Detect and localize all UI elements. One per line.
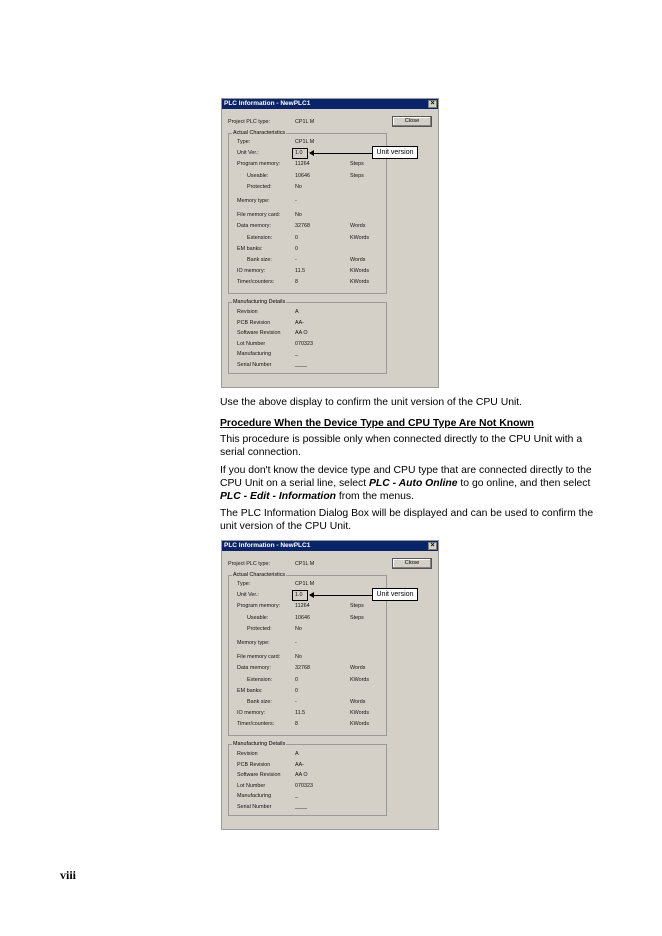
manufacturing-row-label: Manufacturing (237, 793, 272, 800)
manufacturing-row-value: AA- (295, 761, 304, 768)
unit-version-callout: Unit version (372, 146, 418, 159)
actual-row-label: Data memory: (237, 223, 271, 230)
manufacturing-row-value: ____ (295, 362, 307, 368)
actual-row-unit: Words (350, 699, 366, 705)
close-icon[interactable]: × (428, 542, 437, 550)
actual-row-label: EM banks: (237, 245, 263, 252)
actual-row-unit: KWords (350, 268, 370, 275)
plc-information-dialog (221, 540, 439, 830)
actual-row-label: Memory type: (237, 640, 270, 646)
actual-row-label: Useable: (247, 614, 269, 621)
actual-row-value: - (295, 198, 297, 204)
manufacturing-row-value: ____ (295, 804, 307, 810)
manufacturing-row-label: Lot Number (237, 340, 266, 347)
actual-row-value: - (295, 257, 297, 263)
project-plc-type-value: CP1L M (295, 119, 315, 125)
dialog-title: PLC Information - NewPLC1 (224, 100, 311, 107)
actual-characteristics-title: Actual Characteristics (233, 572, 286, 578)
actual-row-value: 32768 (295, 223, 310, 230)
manufacturing-details-group (228, 299, 387, 374)
project-plc-type-label: Project PLC type: (228, 119, 270, 125)
close-icon[interactable]: × (428, 100, 437, 108)
manufacturing-details-group (228, 741, 387, 816)
manufacturing-row-value: AA- (295, 319, 304, 326)
actual-row-label: Type: (237, 581, 251, 587)
manufacturing-row-label: Manufacturing (237, 351, 272, 358)
manufacturing-row-value: _ (295, 793, 298, 800)
actual-row-label: Protected: (247, 625, 272, 632)
actual-row-unit: KWords (350, 234, 370, 241)
actual-row-value: 10646 (295, 172, 310, 179)
actual-characteristics-title: Actual Characteristics (233, 130, 286, 136)
actual-row-value: - (295, 640, 297, 646)
manufacturing-details-title: Manufacturing Details (233, 741, 286, 747)
manufacturing-row-label: Software Revision (237, 772, 281, 779)
p3-part-e: from the menus. (336, 491, 414, 502)
manufacturing-row-label: Revision (237, 309, 258, 315)
actual-row-value: 0 (295, 676, 298, 683)
dialog-titlebar (222, 99, 438, 109)
actual-row-value: 0 (295, 245, 298, 252)
actual-row-value: 10646 (295, 614, 310, 621)
actual-row-value: 8 (295, 721, 298, 728)
menu-edit-information: PLC - Edit - Information (220, 491, 337, 502)
actual-row-label: Timer/counters: (237, 721, 275, 728)
actual-row-label: Unit Ver.: (237, 150, 259, 157)
actual-row-unit: KWords (350, 721, 370, 728)
actual-row-value: 8 (295, 279, 298, 286)
manufacturing-row-value: A (295, 751, 299, 757)
actual-row-label: Protected: (247, 183, 272, 190)
manufacturing-row-label: Software Revision (237, 330, 281, 337)
actual-row-value: 32768 (295, 665, 310, 672)
actual-row-unit: Steps (350, 603, 364, 610)
actual-row-unit: KWords (350, 279, 370, 286)
menu-auto-online: PLC - Auto Online (369, 478, 458, 489)
actual-row-unit: Words (350, 257, 366, 263)
paragraph-confirm: Use the above display to confirm the unit version of the CPU Unit. (220, 397, 523, 408)
unit-version-callout: Unit version (372, 588, 418, 601)
actual-row-label: Useable: (247, 172, 269, 179)
actual-row-label: IO memory: (237, 268, 266, 275)
actual-row-label: File memory card: (237, 654, 281, 661)
paragraph-dialog-displayed: The PLC Information Dialog Box will be displayed and can be used to confirm the unit version of the CPU Unit. (220, 508, 594, 532)
actual-row-label: Bank size: (247, 699, 272, 705)
actual-row-label: EM banks: (237, 687, 263, 694)
manufacturing-row-label: PCB Revision (237, 319, 271, 326)
manufacturing-row-value: 070323 (295, 782, 313, 789)
unit-version-highlight (292, 590, 308, 601)
actual-row-value: - (295, 699, 297, 705)
dialog-title: PLC Information - NewPLC1 (224, 542, 311, 549)
actual-row-value: 11264 (295, 161, 310, 168)
actual-row-value: 0 (295, 687, 298, 694)
manufacturing-row-value: 070323 (295, 340, 313, 347)
actual-row-label: IO memory: (237, 710, 266, 717)
p3-part-a: If you don't know the device type and CPU type that are connected directly to the CPU Unit on a serial line, select (220, 465, 592, 489)
manufacturing-row-value: A (295, 309, 299, 315)
actual-row-unit: KWords (350, 676, 370, 683)
actual-row-unit: Steps (350, 614, 364, 621)
section-heading: Procedure When the Device Type and CPU Type Are Not Known (220, 418, 534, 429)
callout-arrow (310, 595, 372, 596)
actual-row-unit: Words (350, 665, 366, 672)
actual-row-value: 11.5 (295, 710, 306, 717)
actual-row-value: No (295, 654, 302, 661)
dialog-titlebar (222, 541, 438, 551)
actual-row-value: 1.0 (295, 592, 303, 599)
project-plc-type-label: Project PLC type: (228, 561, 270, 567)
actual-row-label: Program memory: (237, 603, 281, 610)
actual-row-label: Memory type: (237, 198, 270, 204)
manufacturing-row-value: _ (295, 351, 298, 358)
actual-row-label: Data memory: (237, 665, 271, 672)
actual-row-value: 0 (295, 234, 298, 241)
paragraph-serial: This procedure is possible only when connected directly to the CPU Unit with a serial connection. (220, 434, 583, 458)
actual-row-unit: Steps (350, 172, 364, 179)
actual-row-value: 1.0 (295, 150, 303, 157)
manufacturing-row-label: PCB Revision (237, 761, 271, 768)
plc-information-dialog (221, 98, 439, 388)
actual-row-label: Program memory: (237, 161, 281, 168)
manufacturing-row-label: Revision (237, 751, 258, 757)
actual-row-unit: KWords (350, 710, 370, 717)
actual-row-value: No (295, 183, 302, 190)
actual-row-value: No (295, 625, 302, 632)
actual-row-unit: Words (350, 223, 366, 230)
actual-row-value: 11264 (295, 603, 310, 610)
actual-row-label: Timer/counters: (237, 279, 275, 286)
close-button[interactable]: Close (392, 116, 432, 127)
actual-row-label: Type: (237, 139, 251, 145)
p3-part-c: to go online, and then select (457, 478, 591, 489)
paragraph-auto-online (220, 464, 605, 503)
close-button[interactable]: Close (392, 558, 432, 569)
manufacturing-row-label: Lot Number (237, 782, 266, 789)
actual-row-value: 11.5 (295, 268, 306, 275)
manufacturing-details-title: Manufacturing Details (233, 299, 286, 305)
actual-row-value: CP1L M (295, 139, 315, 145)
page-number: viii (60, 868, 77, 882)
actual-row-label: File memory card: (237, 212, 281, 219)
actual-row-label: Extension: (247, 234, 273, 241)
project-plc-type-value: CP1L M (295, 561, 315, 567)
actual-row-label: Unit Ver.: (237, 592, 259, 599)
actual-row-value: No (295, 212, 302, 219)
manufacturing-row-label: Serial Number (237, 362, 272, 368)
actual-row-label: Extension: (247, 676, 273, 683)
callout-arrow (310, 153, 372, 154)
manufacturing-row-value: AA O (295, 772, 308, 779)
unit-version-highlight (292, 148, 308, 159)
actual-row-label: Bank size: (247, 257, 272, 263)
manufacturing-row-label: Serial Number (237, 804, 272, 810)
manufacturing-row-value: AA O (295, 330, 308, 337)
actual-row-value: CP1L M (295, 581, 315, 587)
actual-row-unit: Steps (350, 161, 364, 168)
